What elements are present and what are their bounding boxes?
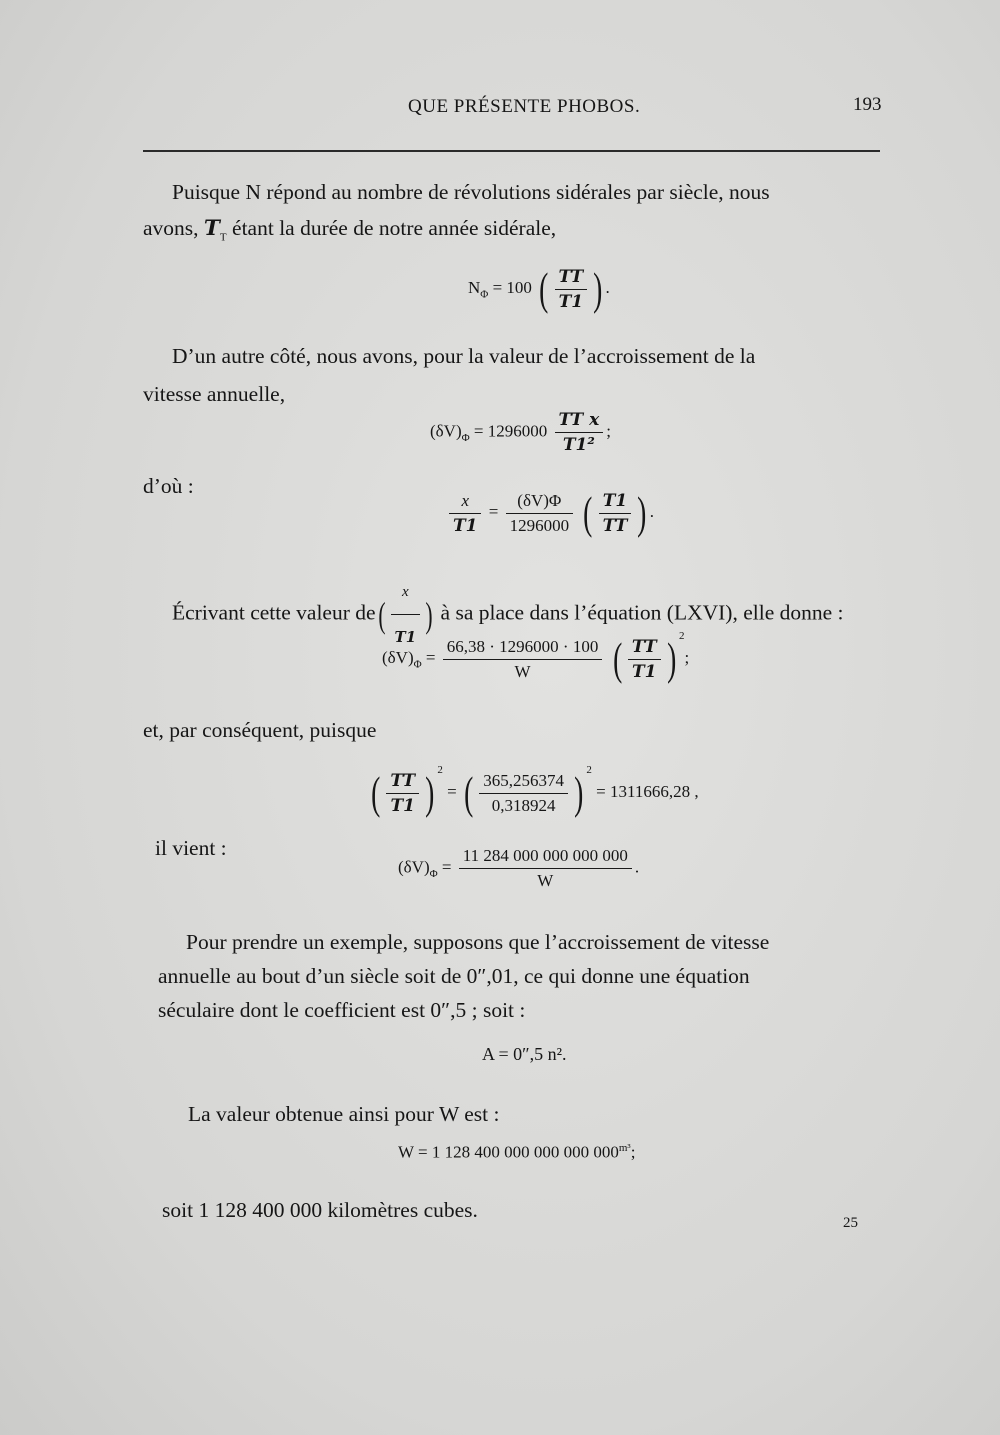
dou-label: d’où : — [143, 474, 194, 498]
symbol-T: T — [203, 216, 220, 241]
paragraph-7: soit 1 128 400 000 kilomètres cubes. — [162, 1198, 478, 1222]
paragraph-5-line-2: annuelle au bout d’un siècle soit de 0″,01, ce qui donne une équation — [158, 964, 750, 988]
paragraph-5-line-3: séculaire dont le coefficient est 0″,5 ; soit : — [158, 998, 526, 1022]
paragraph-2-line-2: vitesse annuelle, — [143, 382, 286, 406]
page-number: 193 — [853, 94, 882, 115]
equation-6: $(\delta V)_\Phi$ = $\frac{11 284 000 000 000 000}{W}$ . — [398, 846, 640, 890]
paragraph-2-line-1: D’un autre côté, nous avons, pour la valeur de l’accroissement de la — [172, 344, 756, 368]
equation-1: $N_\Phi = 100$ ( $\frac{TT}{T1}$ ) . — [468, 263, 610, 314]
equation-8: W = 1 128 400 000 000 000 $000^{m^3}$; — [398, 1142, 636, 1162]
equation-3: $\frac{x}{T1}$ = $\frac{(\delta V)\Phi}{1296000}$ ( $\frac{T1}{TT}$ ) . — [446, 490, 654, 536]
paragraph-3: Écrivant cette valeur de( $\frac{x}{T1}$ ) à sa place dans l’équation (LXVI), elle donne : — [172, 572, 902, 657]
equation-4: $(\delta V)_\Phi$ = $\frac{66,38 \cdot 1296000 \cdot 100}{W}$ ( $\frac{TT}{T1}$ ) $^2$; — [382, 630, 690, 685]
equation-7: A = 0″,5 n². — [482, 1044, 567, 1064]
il-vient-label: il vient : — [155, 836, 227, 860]
paragraph-4: et, par conséquent, puisque — [143, 718, 377, 742]
paragraph-1-line-1: Puisque N répond au nombre de révolutions sidérales par siècle, nous — [172, 180, 770, 204]
equation-2: $(\delta V)_\Phi = 1296000$ $\frac{\text{TT x}}{\text{T1²}}$ ; — [430, 410, 611, 455]
paragraph-1-line-2: avons, $T_T$ étant la durée de notre année sidérale, — [143, 216, 557, 244]
paragraph-5-line-1: Pour prendre un exemple, supposons que l’accroissement de vitesse — [186, 930, 770, 954]
paragraph-6: La valeur obtenue ainsi pour W est : — [188, 1102, 500, 1126]
running-header-title: QUE PRÉSENTE PHOBOS. — [408, 96, 641, 117]
signature-mark: 25 — [843, 1215, 858, 1231]
header-rule — [143, 150, 880, 152]
equation-5: ( $\frac{TT}{T1}$ ) $^2$ = ( $\frac{365,256374}{0,318924}$ ) $^2$ = 1311666,28 , — [371, 764, 699, 819]
